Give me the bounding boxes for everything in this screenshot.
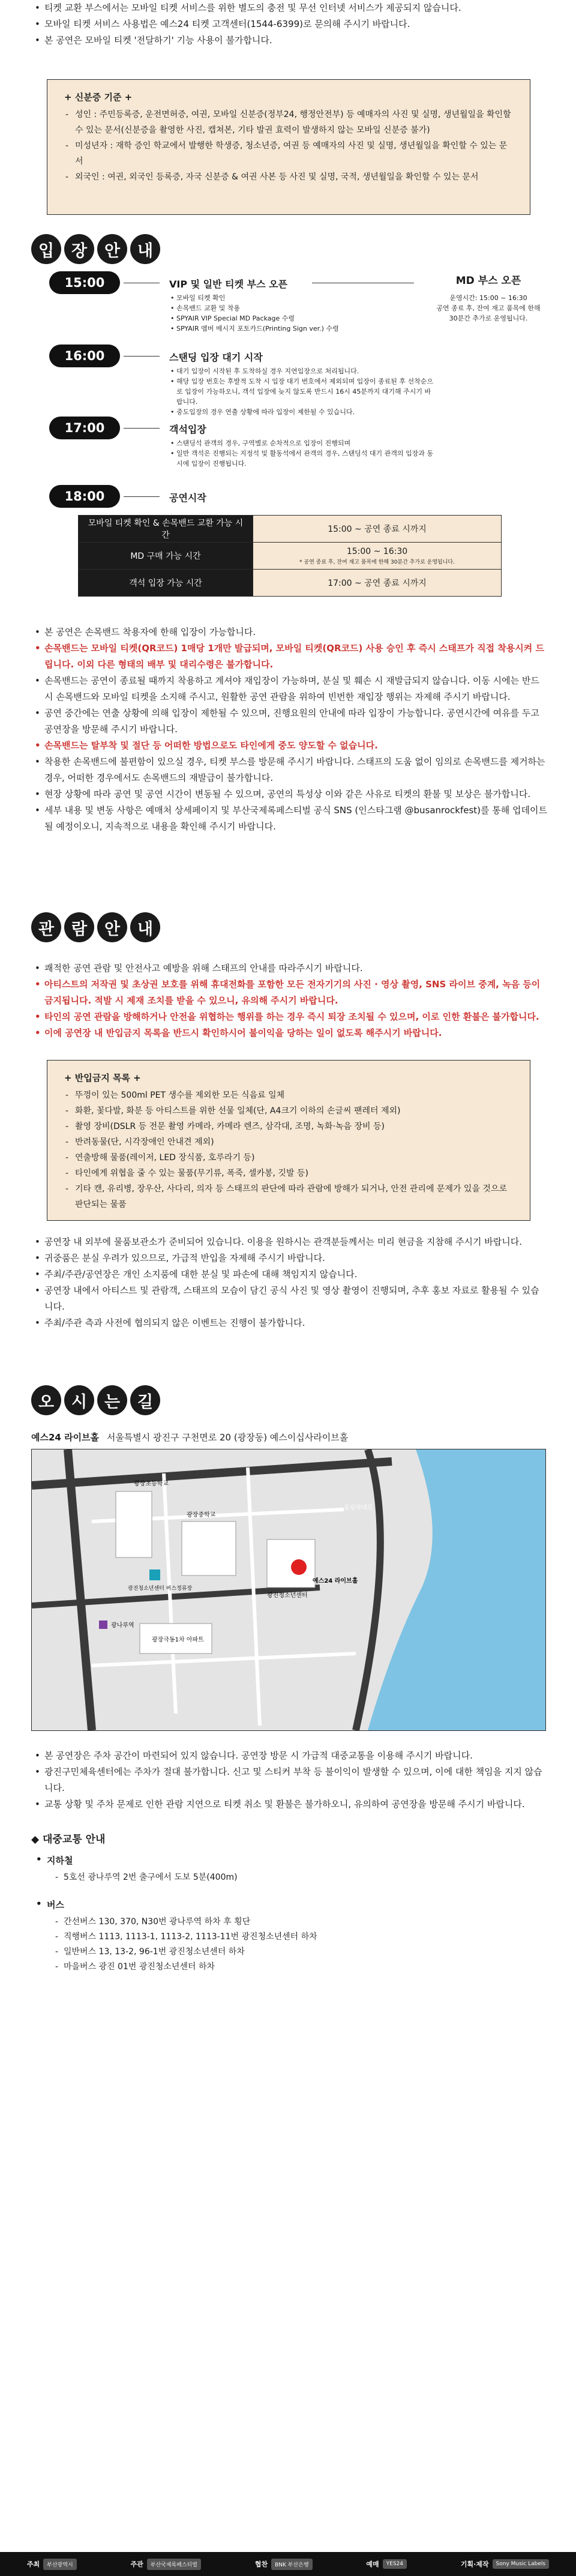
- direction-note: • 광진구민체육센터에는 주차가 절대 불가합니다. 신고 및 스티커 부착 등 불이익이 발생할 수 있으며, 이에 대한 책임을 지지 않습니다.: [31, 1764, 547, 1796]
- view-notes-2: [31, 1234, 547, 1331]
- map-label-hall: 예스24 라이브홀: [313, 1578, 358, 1584]
- schedule-details: [169, 366, 433, 417]
- footer-group: [255, 2559, 313, 2570]
- top-note: • 본 공연은 모바일 티켓 '전달하기' 기능 사용이 불가합니다.: [31, 32, 547, 49]
- title-char: 관: [31, 912, 61, 942]
- schedule-detail: • 모바일 티켓 확인: [169, 293, 421, 303]
- map-block: [182, 1521, 236, 1575]
- view-note: • 주최/주관/공연장은 개인 소지품에 대한 분실 및 파손에 대해 책임지지 않습니다.: [31, 1266, 547, 1283]
- table-label: 모바일 티켓 확인 & 손목밴드 교환 가능 시간: [79, 516, 253, 543]
- entry-note: • 공연 중간에는 연출 상황에 의해 입장이 제한될 수 있으며, 진행요원의 안내에 따라 입장이 가능합니다. 공연시간에 여유를 두고 공연장을 방문해 주시기 바랍니다.: [31, 705, 547, 738]
- title-char: 오: [31, 1385, 61, 1415]
- schedule-time: 18:00: [49, 485, 120, 508]
- view-note: • 귀중품은 분실 우려가 있으므로, 가급적 반입을 자제해 주시기 바랍니다.: [31, 1250, 547, 1266]
- entry-note: • 손목밴드는 공연이 종료될 때까지 착용하고 계셔야 재입장이 가능하며, 분실 및 훼손 시 재발급되지 않습니다. 이동 시에는 반드시 손목밴드와 모바일 티켓을 소지해 주시고, 원활한 공연 관람을 위하여 빈번한 재입장 행위는 자제해 주시기 바랍니다.: [31, 673, 547, 705]
- schedule-time: 17:00: [49, 417, 120, 439]
- direction-note: • 교통 상황 및 주차 문제로 인한 관람 지연으로 티켓 취소 및 환불은 불가하오니, 유의하여 공연장을 방문해 주시기 바랍니다.: [31, 1796, 547, 1813]
- schedule-title: 공연시작: [169, 492, 206, 504]
- sponsor-logo: 부산광역시: [43, 2559, 76, 2570]
- footer-group: [27, 2559, 77, 2570]
- title-char: 안: [97, 912, 127, 942]
- map-block: [267, 1539, 315, 1587]
- view-note: • 이에 공연장 내 반입금지 목록을 반드시 확인하시어 불이익을 당하는 일이 없도록 해주시기 바랍니다.: [31, 1025, 547, 1041]
- top-note: • 티켓 교환 부스에서는 모바일 티켓 서비스를 위한 별도의 충전 및 무선 인터넷 서비스가 제공되지 않습니다.: [31, 0, 547, 16]
- title-char: 내: [130, 912, 160, 942]
- top-note: • 모바일 티켓 서비스 사용법은 예스24 티켓 고객센터(1544-6399)로 문의해 주시기 바랍니다.: [31, 16, 547, 32]
- ban-item: - 뚜껑이 있는 500ml PET 생수를 제외한 모든 식음료 일체: [64, 1088, 513, 1103]
- md-booth-title: MD 부스 오픈: [455, 275, 521, 287]
- subway-marker: [99, 1621, 107, 1629]
- venue-map[interactable]: [31, 1449, 546, 1731]
- table-value: 15:00 ~ 공연 종료 시까지: [253, 516, 502, 543]
- venue-line: [31, 1431, 348, 1443]
- schedule-title: VIP 및 일반 티켓 부스 오픈: [169, 278, 288, 290]
- direction-note: • 본 공연장은 주차 공간이 마련되어 있지 않습니다. 공연장 방문 시 가급적 대중교통을 이용해 주시기 바랍니다.: [31, 1748, 547, 1764]
- table-value-cell: [253, 543, 502, 570]
- footer-group: [461, 2559, 549, 2569]
- bus-item: - 직행버스 1113, 1113-1, 1113-2, 1113-11번 광진청소년센터 하차: [55, 1930, 547, 1945]
- transport-title: ◆ 대중교통 안내: [31, 1834, 106, 1846]
- connector-line: [124, 356, 160, 357]
- md-booth: [432, 272, 545, 324]
- ban-item: - 타인에게 위협을 줄 수 있는 물품(무기류, 폭죽, 셀카봉, 깃발 등): [64, 1166, 513, 1181]
- entry-note: • 착용한 손목밴드에 불편함이 있으실 경우, 티켓 부스를 방문해 주시기 바랍니다. 스태프의 도움 없이 임의로 손목밴드를 제거하는 경우, 어떠한 경우에서도 손목밴드의 재발급이 불가합니다.: [31, 754, 547, 786]
- view-notes: [31, 960, 547, 1041]
- schedule-detail: • 대기 입장이 시작된 후 도착하실 경우 지연입장으로 처리됩니다.: [169, 366, 433, 376]
- ban-item: - 촬영 장비(DSLR 등 전문 촬영 카메라, 카메라 렌즈, 삼각대, 조명, 녹화·녹음 장비 등): [64, 1119, 513, 1134]
- id-requirements-box: [47, 79, 530, 215]
- ban-item: - 연출방해 물품(레이저, LED 장식품, 호루라기 등): [64, 1150, 513, 1166]
- table-note: * 공연 종료 후, 잔여 재고 품목에 한해 30분간 추가로 운영됩니다.: [299, 559, 455, 565]
- title-char: 장: [64, 234, 94, 264]
- schedule-details: [169, 293, 421, 334]
- entry-note: • 손목밴드는 탈부착 및 절단 등 어떠한 방법으로도 타인에게 중도 양도할 수 없습니다.: [31, 738, 547, 754]
- time-table: [78, 515, 502, 597]
- footer-label: 주최: [26, 2560, 40, 2568]
- title-char: 는: [97, 1385, 127, 1415]
- title-char: 람: [64, 912, 94, 942]
- ban-item: - 반려동물(단, 시각장애인 안내견 제외): [64, 1134, 513, 1150]
- entry-note: • 손목밴드는 모바일 티켓(QR코드) 1매당 1개만 발급되며, 모바일 티켓(QR코드) 사용 승인 후 즉시 스태프가 직접 착용시켜 드립니다. 이외 다른 형태의 배부 및 대리수령은 불가합니다.: [31, 640, 547, 673]
- connector-line: [124, 428, 160, 429]
- schedule-time: 15:00: [49, 271, 120, 294]
- table-row: [79, 516, 502, 543]
- entry-section-title: [31, 234, 160, 264]
- bus-label: • 버스: [47, 1898, 547, 1911]
- schedule-detail: • SPYAIR VIP Special MD Package 수령: [169, 313, 421, 324]
- map-label-bus-stop: 광진청소년센터 버스정류장: [128, 1586, 193, 1592]
- table-label: 객석 입장 가능 시간: [79, 570, 253, 597]
- entry-notes: [31, 624, 547, 835]
- id-item-adult: - 성인 : 주민등록증, 운전면허증, 여권, 모바일 신분증(정부24, 행정안전부) 등 예매자의 사진 및 실명, 생년월일을 확인할 수 있는 문서(신분증을 촬영한 사진, 캡쳐본, 기타 발권 효력이 발생하지 않는 모바일 신분증 불가): [64, 107, 513, 138]
- schedule-details: [169, 438, 433, 469]
- map-block: [116, 1491, 152, 1557]
- id-item-minor: - 미성년자 : 재학 증인 학교에서 발행한 학생증, 청소년증, 여권 등 예매자의 사진 및 실명, 생년월일을 확인할 수 있는 문서: [64, 138, 513, 169]
- footer-label: 기획·제작: [460, 2560, 489, 2568]
- ban-box-title: + 반입금지 목록 +: [64, 1073, 141, 1083]
- venue-name: 예스24 라이브홀: [31, 1432, 100, 1443]
- entry-note: • 세부 내용 및 변동 사항은 예매처 상세페이지 및 부산국제록페스티벌 공식 SNS (인스타그램 @busanrockfest)를 통해 업데이트될 예정이오니, 지속적으로 내용을 확인해 주시기 바랍니다.: [31, 802, 547, 835]
- footer-label: 협찬: [254, 2560, 268, 2568]
- map-label-school2: 광장중학교: [187, 1512, 216, 1518]
- title-char: 안: [97, 234, 127, 264]
- table-row: [79, 543, 502, 570]
- view-note: • 공연장 내에서 아티스트 및 관람객, 스태프의 모습이 담긴 공식 사진 및 영상 촬영이 진행되며, 추후 홍보 자료로 활용될 수 있습니다.: [31, 1283, 547, 1315]
- schedule-detail: • 해당 입장 번호는 후발적 도착 시 입장 대기 번호에서 제외되며 입장이 종료된 후 선착순으로 입장이 가능하오니, 객석 입장에 늦지 않도록 반드시 16시 45분까지 대기해 주시기 바랍니다.: [169, 376, 433, 407]
- schedule-title: 객석입장: [169, 424, 206, 435]
- table-value: 15:00 ~ 16:30: [346, 546, 408, 556]
- title-char: 시: [64, 1385, 94, 1415]
- sponsor-logo: YES24: [383, 2559, 407, 2569]
- map-label-road: 올림픽대로: [344, 1505, 373, 1511]
- bus-stop-marker: [149, 1569, 160, 1580]
- map-label-youth: 광진청소년센터: [267, 1592, 308, 1599]
- view-note: • 아티스트의 저작권 및 초상권 보호를 위해 휴대전화를 포함한 모든 전자기기의 사진 · 영상 촬영, SNS 라이브 중계, 녹음 등이 금지됩니다. 적발 시 제재 조치를 받을 수 있으니, 유의해 주시기 바랍니다.: [31, 977, 547, 1009]
- footer-group: [366, 2559, 407, 2569]
- directions-section-title: [31, 1385, 160, 1415]
- view-note: • 타인의 공연 관람을 방해하거나 안전을 위협하는 행위를 하는 경우 즉시 퇴장 조치될 수 있으며, 이로 인한 환불은 불가합니다.: [31, 1009, 547, 1025]
- view-note: • 쾌적한 공연 관람 및 안전사고 예방을 위해 스태프의 안내를 따라주시기 바랍니다.: [31, 960, 547, 977]
- schedule-detail: • 중도입장의 경우 연출 상황에 따라 입장이 제한될 수 있습니다.: [169, 407, 433, 417]
- sponsor-logo: 부산국제록페스티벌: [147, 2559, 201, 2570]
- title-char: 길: [130, 1385, 160, 1415]
- venue-address: 서울특별시 광진구 구천면로 20 (광장동) 예스이십사라이브홀: [106, 1432, 349, 1443]
- sponsor-logo: Sony Music Labels: [493, 2559, 550, 2569]
- map-label-school1: 광장초등학교: [134, 1481, 169, 1487]
- footer-label: 주관: [130, 2560, 143, 2568]
- view-note: • 주최/주관 측과 사전에 협의되지 않은 이벤트는 진행이 불가합니다.: [31, 1315, 547, 1331]
- schedule-title: 스탠딩 입장 대기 시작: [169, 352, 263, 363]
- view-section-title: [31, 912, 160, 942]
- table-row: [79, 570, 502, 597]
- direction-notes: [31, 1748, 547, 1813]
- view-note: • 공연장 내 외부에 물품보관소가 준비되어 있습니다. 이용을 원하시는 관객분들께서는 미리 현금을 지참해 주시기 바랍니다.: [31, 1234, 547, 1250]
- sponsor-logo: BNK 부산은행: [271, 2559, 312, 2570]
- map-graphic: [32, 1449, 545, 1730]
- id-item-foreigner: - 외국인 : 여권, 외국인 등록증, 자국 신분증 & 여권 사본 등 사진 및 실명, 국적, 생년월일을 확인할 수 있는 문서: [64, 169, 513, 185]
- transport-info: [31, 1831, 547, 1988]
- title-char: 내: [130, 234, 160, 264]
- bus-item: - 간선버스 130, 370, N30번 광나루역 하차 후 횡단: [55, 1915, 547, 1930]
- md-booth-note: 공연 종료 후, 잔여 재고 품목에 한해 30분간 추가로 운영됩니다.: [436, 304, 541, 322]
- top-notes: [31, 0, 547, 49]
- table-label: MD 구매 가능 시간: [79, 543, 253, 570]
- bus-item: - 마을버스 광진 01번 광진청소년센터 하차: [55, 1960, 547, 1975]
- md-booth-hours: 운영시간: 15:00 ~ 16:30: [449, 294, 527, 302]
- map-label-station: 광나루역: [111, 1622, 134, 1629]
- schedule-detail: • SPYAIR 멤버 메시지 포토카드(Printing Sign ver.) 수령: [169, 324, 421, 334]
- bus-item: - 일반버스 13, 13-2, 96-1번 광진청소년센터 하차: [55, 1945, 547, 1960]
- subway-item: - 5호선 광나루역 2번 출구에서 도보 5분(400m): [55, 1870, 547, 1885]
- ban-item: - 화환, 꽃다발, 화분 등 아티스트를 위한 선물 일체(단, A4크기 이하의 손글씨 팬레터 제외): [64, 1103, 513, 1119]
- title-char: 입: [31, 234, 61, 264]
- subway-label: • 지하철: [47, 1854, 547, 1867]
- sponsor-footer: [0, 2552, 576, 2576]
- id-box-title: + 신분증 기준 +: [64, 92, 133, 103]
- banned-items-box: [47, 1060, 530, 1221]
- schedule-time: 16:00: [49, 345, 120, 367]
- map-label-apt: 광장극동1차 아파트: [152, 1637, 204, 1643]
- footer-group: [130, 2559, 201, 2570]
- table-value: 17:00 ~ 공연 종료 시까지: [253, 570, 502, 597]
- entry-note: • 본 공연은 손목밴드 착용자에 한해 입장이 가능합니다.: [31, 624, 547, 640]
- ban-item: - 기타 캔, 유리병, 장우산, 사다리, 의자 등 스태프의 판단에 따라 관람에 방해가 되거나, 안전 관리에 문제가 있을 것으로 판단되는 물품: [64, 1181, 513, 1212]
- footer-label: 예매: [366, 2560, 379, 2568]
- schedule-detail: • 손목밴드 교환 및 착용: [169, 303, 421, 313]
- entry-note: • 현장 상황에 따라 공연 및 공연 시간이 변동될 수 있으며, 공연의 특성상 이와 같은 사유로 티켓의 환불 및 보상은 불가합니다.: [31, 786, 547, 802]
- connector-line: [124, 496, 160, 497]
- schedule-detail: • 일반 객석은 진행되는 지정석 및 활동석에서 관객의 경우, 스탠딩석 대기 관객의 입장과 동시에 입장이 진행됩니다.: [169, 448, 433, 469]
- schedule-detail: • 스탠딩석 관객의 경우, 구역별로 순차적으로 입장이 진행되며: [169, 438, 433, 448]
- venue-marker: [291, 1559, 307, 1575]
